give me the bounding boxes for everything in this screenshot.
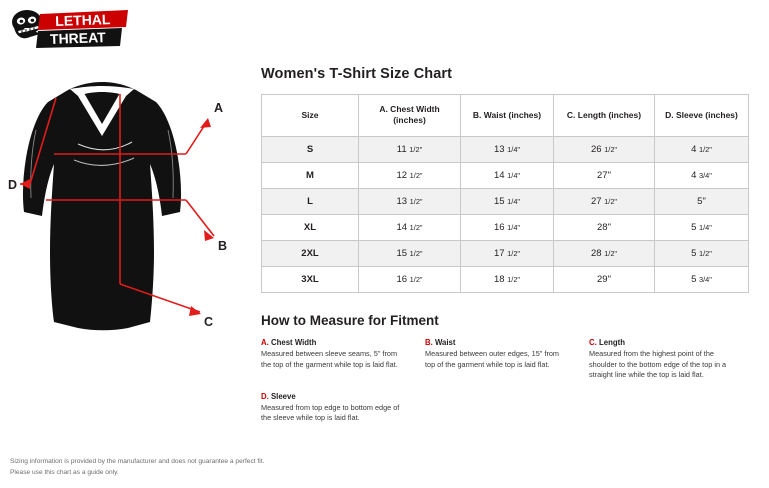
- tshirt-illustration: [23, 82, 181, 330]
- cell-waist: 14 1/4": [461, 162, 554, 188]
- cell-length: 28": [554, 214, 655, 240]
- cell-size: XL: [262, 214, 359, 240]
- fraction: 1/2": [409, 144, 423, 154]
- cell-waist: 16 1/4": [461, 214, 554, 240]
- fraction: 1/2": [409, 248, 423, 258]
- table-row: [262, 136, 749, 162]
- measure-text: Measured between outer edges, 15" from top of the garment while top is laid flat.: [425, 348, 560, 369]
- cell-length: 28 1/2": [554, 240, 655, 266]
- fraction: 1/4": [507, 144, 521, 154]
- cell-size: M: [262, 162, 359, 188]
- measure-item-waist: [425, 338, 589, 381]
- disclaimer-line-2: Please use this chart as a guide only.: [10, 468, 119, 476]
- fraction: 1/2": [604, 248, 618, 258]
- fraction: 3/4": [699, 170, 712, 180]
- callout-b: B: [218, 239, 228, 253]
- measure-text: Measured from top edge to bottom edge of the sleeve while top is laid flat.: [261, 402, 400, 423]
- cell-waist: 18 1/2": [461, 266, 554, 292]
- page-title: Women's T-Shirt Size Chart: [261, 66, 453, 82]
- cell-waist: 17 1/2": [461, 240, 554, 266]
- cell-size: 2XL: [262, 240, 359, 266]
- measure-item-heading: [425, 338, 571, 347]
- fraction: 1/2": [604, 196, 618, 206]
- fraction: 1/2": [699, 144, 712, 154]
- cell-sleeve: 5 1/2": [655, 240, 749, 266]
- leader-b: [186, 200, 214, 236]
- fraction: 1/2": [409, 222, 423, 232]
- lethal-threat-logo: [10, 8, 130, 54]
- measure-item-heading: [261, 392, 407, 401]
- measure-label: Waist: [434, 337, 456, 347]
- disclaimer: [10, 456, 264, 478]
- cell-chest: 14 1/2": [359, 214, 461, 240]
- disclaimer-line-1: Sizing information is provided by the manufacturer and does not guarantee a perfect fit.: [10, 457, 265, 465]
- column-header-length: C. Length (inches): [554, 95, 655, 137]
- cell-chest: 15 1/2": [359, 240, 461, 266]
- fraction: 1/4": [507, 222, 521, 232]
- cell-length: 27": [554, 162, 655, 188]
- measure-label: Chest Width: [270, 337, 317, 347]
- cell-length: 27 1/2": [554, 188, 655, 214]
- how-to-measure-title: How to Measure for Fitment: [261, 312, 439, 328]
- column-header-waist: B. Waist (inches): [461, 95, 554, 137]
- cell-length: 26 1/2": [554, 136, 655, 162]
- fraction: 1/2": [507, 274, 521, 284]
- cell-sleeve: 4 1/2": [655, 136, 749, 162]
- measure-letter: A.: [261, 337, 269, 347]
- measure-letter: D.: [261, 391, 269, 401]
- column-header-chest: A. Chest Width (inches): [359, 95, 461, 137]
- fraction: 1/4": [507, 196, 521, 206]
- fraction: 1/2": [409, 196, 423, 206]
- measure-letter: C.: [589, 337, 597, 347]
- column-header-size: Size: [262, 95, 359, 137]
- fraction: 3/4": [699, 274, 712, 284]
- table-row: [262, 266, 749, 292]
- fraction: 1/2": [507, 248, 521, 258]
- measure-letter: B.: [425, 337, 433, 347]
- cell-sleeve: 5": [655, 188, 749, 214]
- measure-item-heading: [589, 338, 735, 347]
- logo-text-threat: THREAT: [49, 29, 106, 47]
- measure-label: Length: [598, 337, 625, 347]
- measure-item-heading: [261, 338, 407, 347]
- callout-a: A: [214, 101, 224, 115]
- fraction: 1/2": [604, 144, 618, 154]
- measure-item-chest: [261, 338, 425, 381]
- fraction: 1/2": [409, 274, 423, 284]
- measure-item-sleeve: [261, 392, 425, 424]
- measure-item-length: [589, 338, 753, 381]
- cell-size: L: [262, 188, 359, 214]
- logo-text-lethal: LETHAL: [54, 11, 111, 29]
- cell-waist: 15 1/4": [461, 188, 554, 214]
- cell-chest: 13 1/2": [359, 188, 461, 214]
- table-row: [262, 188, 749, 214]
- measure-text: Measured from the highest point of the shoulder to the bottom edge of the top in a straight line while the top is laid flat.: [589, 348, 727, 380]
- skull-icon: [12, 10, 42, 38]
- size-chart-table: [261, 94, 749, 293]
- logo-wordmark: [36, 10, 128, 48]
- womens-tshirt-measurement-diagram: [8, 72, 252, 342]
- cell-sleeve: 5 3/4": [655, 266, 749, 292]
- cell-waist: 13 1/4": [461, 136, 554, 162]
- cell-size: 3XL: [262, 266, 359, 292]
- table-row: [262, 240, 749, 266]
- table-header-row: [262, 95, 749, 137]
- cell-sleeve: 5 1/4": [655, 214, 749, 240]
- cell-chest: 11 1/2": [359, 136, 461, 162]
- callout-c: C: [204, 315, 214, 329]
- measure-text: Measured between sleeve seams, 5" from the top of the garment while top is laid flat.: [261, 348, 398, 369]
- fraction: 1/2": [409, 170, 423, 180]
- table-row: [262, 214, 749, 240]
- fraction: 1/4": [507, 170, 521, 180]
- table-row: [262, 162, 749, 188]
- how-to-measure-list: [261, 338, 753, 435]
- cell-chest: 16 1/2": [359, 266, 461, 292]
- measure-label: Sleeve: [270, 391, 296, 401]
- content-column: [261, 66, 753, 435]
- column-header-sleeve: D. Sleeve (inches): [655, 95, 749, 137]
- callout-d: D: [8, 178, 18, 192]
- cell-chest: 12 1/2": [359, 162, 461, 188]
- fraction: 1/2": [699, 248, 712, 258]
- cell-size: S: [262, 136, 359, 162]
- cell-sleeve: 4 3/4": [655, 162, 749, 188]
- cell-length: 29": [554, 266, 655, 292]
- fraction: 1/4": [699, 222, 712, 232]
